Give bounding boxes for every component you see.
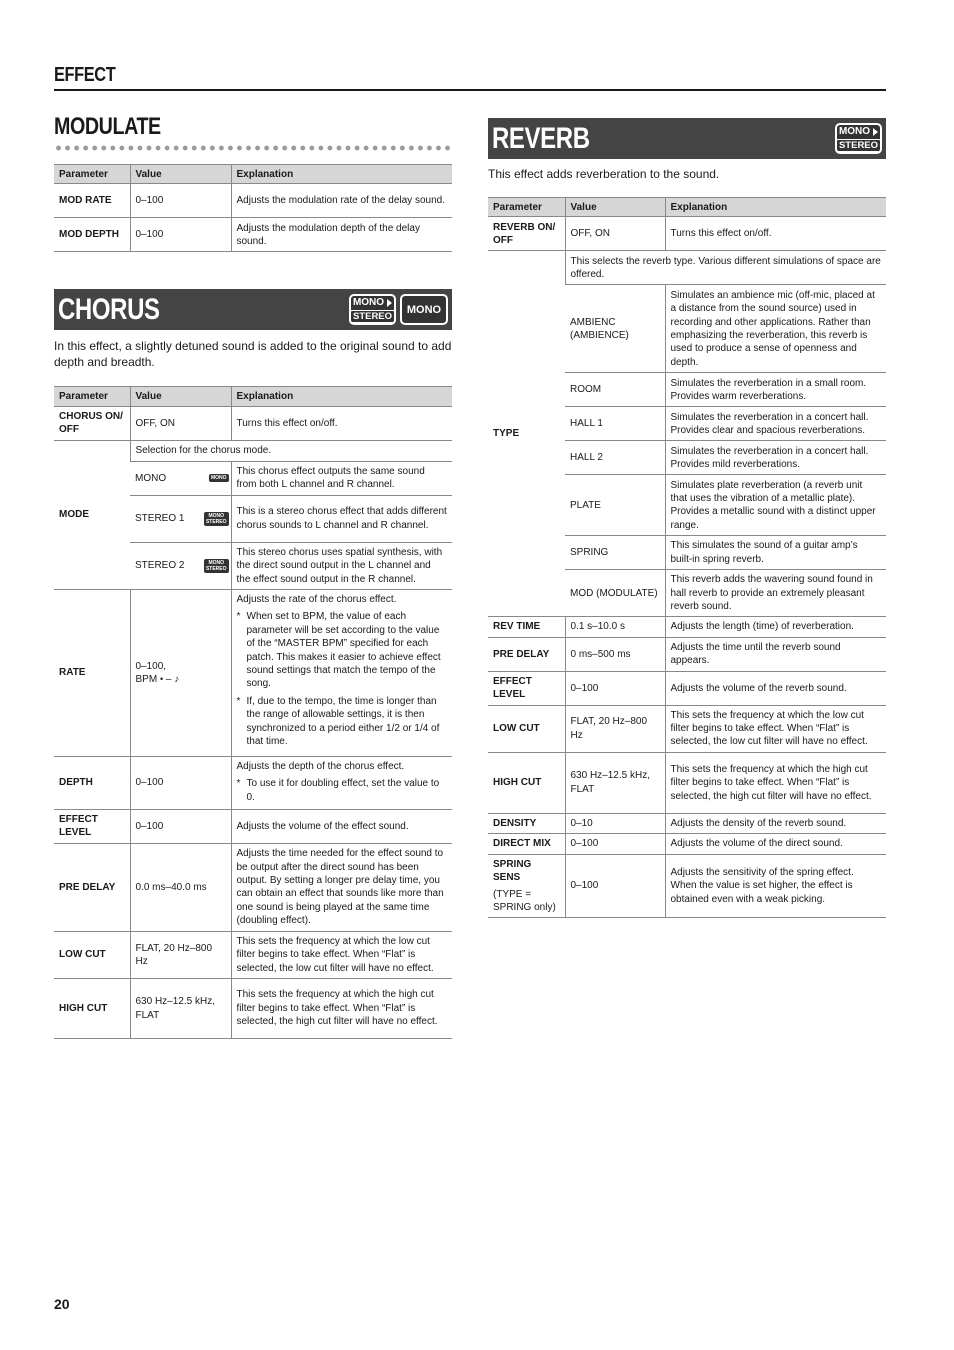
chorus-intro: In this effect, a slightly detuned sound is added to the original sound to add depth and breadth. <box>54 339 452 370</box>
badge-mono-label: MONO <box>208 559 224 566</box>
spring-sens-note: (TYPE = SPRING only) <box>493 888 556 913</box>
mode-value: MONO <box>135 472 167 484</box>
table-header-row <box>488 198 886 217</box>
col-header-parameter: Parameter <box>54 165 130 184</box>
reverb-intro: This effect adds reverberation to the sound. <box>488 167 720 181</box>
value-cell: 630 Hz–12.5 kHz, FLAT <box>130 979 231 1039</box>
spring-sens-label: SPRING SENS <box>493 858 532 884</box>
reverb-badges <box>835 123 882 154</box>
table-row <box>488 671 886 705</box>
table-row <box>54 590 452 757</box>
badge-mono-label: MONO <box>208 512 224 519</box>
value-cell: MOD (MODULATE) <box>565 570 665 617</box>
note-item: * When set to BPM, the value of each parameter will be set according to the value of the “MASTER BPM” specified for each patch. This makes it easier to achieve effect sound settings that match the tempo of the song. <box>237 610 448 690</box>
value-cell: FLAT, 20 Hz–800 Hz <box>130 931 231 978</box>
badge-stereo-label: STEREO <box>205 565 227 572</box>
explanation-cell: Adjusts the length (time) of reverberation. <box>665 617 886 637</box>
value-cell: SPRING <box>565 536 665 570</box>
explanation-cell: Simulates the reverberation in a small room. Provides warm reverberations. <box>665 373 886 407</box>
table-row <box>488 834 886 854</box>
param-cell: EFFECT LEVEL <box>488 671 565 705</box>
table-row <box>54 810 452 844</box>
badge-stereo-label: STEREO <box>205 518 227 525</box>
mono-stereo-badge-icon <box>204 512 229 526</box>
col-header-explanation: Explanation <box>231 165 452 184</box>
value-cell: 0–100 <box>130 184 231 218</box>
modulate-table <box>54 164 452 252</box>
col-header-value: Value <box>130 387 231 406</box>
page-number: 20 <box>54 1296 70 1312</box>
table-row <box>54 843 452 931</box>
value-cell: FLAT, 20 Hz–800 Hz <box>565 705 665 752</box>
param-cell: MODE <box>54 440 130 589</box>
dotted-divider <box>54 142 452 154</box>
col-header-parameter: Parameter <box>488 198 565 217</box>
badge-stereo-label: STEREO <box>350 310 395 323</box>
col-header-parameter: Parameter <box>54 387 130 406</box>
param-cell: PRE DELAY <box>54 843 130 931</box>
table-row <box>488 705 886 752</box>
explanation-cell: Adjusts the time needed for the effect sound to be output after the direct sound has been output. By setting a longer pre delay time, you can obtain an effect that sounds like more than one sound is being played at the same time (doubling effect). <box>231 843 452 931</box>
table-row <box>488 617 886 637</box>
explanation-cell: Simulates plate reverberation (a reverb unit that uses the vibration of a metallic plate). Provides a metallic sound with a distinct upper range. <box>665 475 886 536</box>
value-cell: 0–10 <box>565 813 665 833</box>
table-header-row <box>54 387 452 406</box>
param-cell: LOW CUT <box>488 705 565 752</box>
note-text: When set to BPM, the value of each parameter will be set according to the value of the “MASTER BPM” specified for each patch. This makes it easier to achieve effect sound settings that match the tempo of the song. <box>246 611 441 690</box>
mode-description: Selection for the chorus mode. <box>130 440 452 461</box>
chorus-table <box>54 386 452 1039</box>
value-cell: 0–100 <box>565 854 665 918</box>
table-row <box>488 752 886 813</box>
explanation-cell: Adjusts the density of the reverb sound. <box>665 813 886 833</box>
mono-stereo-badge-icon <box>349 294 396 325</box>
param-cell: REV TIME <box>488 617 565 637</box>
explanation-cell: This simulates the sound of a guitar amp’s built-in spring reverb. <box>665 536 886 570</box>
section-header <box>54 64 886 91</box>
dotted-note-icon: • <box>159 674 164 685</box>
rate-value-dash: – <box>163 674 175 686</box>
value-cell: 0–100 <box>130 757 231 810</box>
col-header-explanation: Explanation <box>665 198 886 217</box>
value-cell: 0–100 <box>565 834 665 854</box>
table-row <box>488 813 886 833</box>
value-cell: 0–100 <box>130 810 231 844</box>
value-cell: 0 ms–500 ms <box>565 637 665 671</box>
explanation-cell: Adjusts the volume of the effect sound. <box>231 810 452 844</box>
badge-stereo-label: STEREO <box>836 139 881 152</box>
param-cell: PRE DELAY <box>488 637 565 671</box>
explanation-cell: This is a stereo chorus effect that adds different chorus sounds to L channel and R channel. <box>231 495 452 542</box>
table-row <box>488 637 886 671</box>
value-cell: OFF, ON <box>565 217 665 251</box>
value-cell: PLATE <box>565 475 665 536</box>
mono-stereo-badge-icon <box>204 559 229 573</box>
col-header-explanation: Explanation <box>231 387 452 406</box>
rate-description: Adjusts the rate of the chorus effect. <box>236 594 397 606</box>
badge-mono-label: MONO <box>838 125 871 137</box>
explanation-cell: This chorus effect outputs the same sound from both L channel and R channel. <box>231 461 452 495</box>
chorus-badges <box>349 294 448 325</box>
value-cell: 0.1 s–10.0 s <box>565 617 665 637</box>
explanation-cell: This sets the frequency at which the high cut filter begins to take effect. When “Flat” is selected, the high cut filter will have no effect. <box>665 752 886 813</box>
param-cell: EFFECT LEVEL <box>54 810 130 844</box>
explanation-cell: Turns this effect on/off. <box>665 217 886 251</box>
param-cell: MOD RATE <box>54 184 130 218</box>
value-cell <box>130 461 231 495</box>
param-cell: HIGH CUT <box>488 752 565 813</box>
explanation-cell: Turns this effect on/off. <box>231 406 452 440</box>
chorus-banner <box>54 289 452 330</box>
value-cell: 630 Hz–12.5 kHz, FLAT <box>565 752 665 813</box>
table-row <box>488 251 886 285</box>
rate-bpm-label: BPM <box>135 674 158 686</box>
mono-badge-icon: MONO <box>210 475 227 482</box>
value-cell: 0–100 <box>130 218 231 252</box>
param-cell: MOD DEPTH <box>54 218 130 252</box>
mode-value: STEREO 2 <box>135 560 185 572</box>
table-row <box>488 854 886 918</box>
value-cell <box>130 495 231 542</box>
value-cell: OFF, ON <box>130 406 231 440</box>
depth-description: Adjusts the depth of the chorus effect. <box>236 761 405 773</box>
value-cell: 0.0 ms–40.0 ms <box>130 843 231 931</box>
mono-badge-icon <box>400 294 448 325</box>
rate-value-line2 <box>136 673 226 686</box>
param-cell: DENSITY <box>488 813 565 833</box>
col-header-value: Value <box>565 198 665 217</box>
explanation-cell: Adjusts the modulation rate of the delay sound. <box>231 184 452 218</box>
badge-mono-label: MONO <box>352 296 385 308</box>
note-item: * To use it for doubling effect, set the value to 0. <box>237 777 448 804</box>
param-cell: LOW CUT <box>54 931 130 978</box>
reverb-banner <box>488 118 886 159</box>
value-cell: HALL 1 <box>565 407 665 441</box>
explanation-cell: Simulates an ambience mic (off-mic, placed at a distance from the sound source) used in recording and other applications. Rather than emphasizing the reverberation, this reverb is used to produce a sense of openness and depth. <box>665 285 886 373</box>
chorus-title: CHORUS <box>58 293 160 327</box>
param-cell: REVERB ON/ OFF <box>488 217 565 251</box>
value-cell: 0–100 <box>565 671 665 705</box>
param-cell: HIGH CUT <box>54 979 130 1039</box>
col-header-value: Value <box>130 165 231 184</box>
explanation-cell: This sets the frequency at which the low cut filter begins to take effect. When “Flat” is selected, the low cut filter will have no effect. <box>231 931 452 978</box>
reverb-title: REVERB <box>492 122 590 155</box>
explanation-cell <box>231 757 452 810</box>
explanation-cell: Adjusts the volume of the reverb sound. <box>665 671 886 705</box>
table-row <box>54 757 452 810</box>
explanation-cell: Simulates the reverberation in a concert hall. Provides clear and spacious reverberations. <box>665 407 886 441</box>
explanation-cell: This stereo chorus uses spatial synthesis, with the direct sound output in the L channel and the effect sound output in the R channel. <box>231 542 452 589</box>
section-title: EFFECT <box>54 64 116 86</box>
table-row <box>54 979 452 1039</box>
table-row <box>54 440 452 461</box>
param-cell: DEPTH <box>54 757 130 810</box>
value-cell <box>130 590 231 757</box>
table-row <box>54 931 452 978</box>
value-cell: ROOM <box>565 373 665 407</box>
table-row <box>54 218 452 252</box>
note-item: * If, due to the tempo, the time is longer than the range of allowable settings, it is then synchronized to a period either 1/2 or 1/4 of that time. <box>237 695 448 749</box>
note-text: If, due to the tempo, the time is longer than the range of allowable settings, it is then synchronized to a period either 1/2 or 1/4 of that time. <box>246 695 440 748</box>
explanation-cell: Simulates the reverberation in a concert hall. Provides mild reverberations. <box>665 441 886 475</box>
type-description: This selects the reverb type. Various different simulations of space are offered. <box>565 251 886 285</box>
mode-value: STEREO 1 <box>135 513 185 525</box>
value-cell <box>130 542 231 589</box>
param-cell: DIRECT MIX <box>488 834 565 854</box>
explanation-cell: Adjusts the time until the reverb sound appears. <box>665 637 886 671</box>
left-column <box>54 112 452 1039</box>
explanation-cell: This sets the frequency at which the high cut filter begins to take effect. When “Flat” is selected, the high cut filter will have no effect. <box>231 979 452 1039</box>
table-row <box>54 184 452 218</box>
note-text: To use it for doubling effect, set the value to 0. <box>246 778 440 803</box>
reverb-table <box>488 197 886 918</box>
explanation-cell: Adjusts the modulation depth of the delay sound. <box>231 218 452 252</box>
explanation-cell: This sets the frequency at which the low cut filter begins to take effect. When “Flat” is selected, the low cut filter will have no effect. <box>665 705 886 752</box>
value-cell: AMBIENC (AMBIENCE) <box>565 285 665 373</box>
explanation-cell: Adjusts the sensitivity of the spring effect. When the value is set higher, the effect is obtained even with a weak picking. <box>665 854 886 918</box>
explanation-cell: Adjusts the volume of the direct sound. <box>665 834 886 854</box>
sixteenth-note-icon: ♪ <box>174 674 180 686</box>
badge-mono-label: MONO <box>406 303 442 316</box>
table-header-row <box>54 165 452 184</box>
modulate-title: MODULATE <box>54 113 161 140</box>
rate-value-line1: 0–100, <box>135 660 167 672</box>
param-cell: TYPE <box>488 251 565 617</box>
explanation-cell <box>231 590 452 757</box>
mono-stereo-badge-icon <box>835 123 882 154</box>
table-row <box>488 217 886 251</box>
param-cell <box>488 854 565 918</box>
param-cell: RATE <box>54 590 130 757</box>
right-column <box>488 118 886 918</box>
explanation-cell: This reverb adds the wavering sound found in hall reverb to provide an extremely pleasant reverb sound. <box>665 570 886 617</box>
value-cell: HALL 2 <box>565 441 665 475</box>
param-cell: CHORUS ON/ OFF <box>54 406 130 440</box>
table-row <box>54 406 452 440</box>
